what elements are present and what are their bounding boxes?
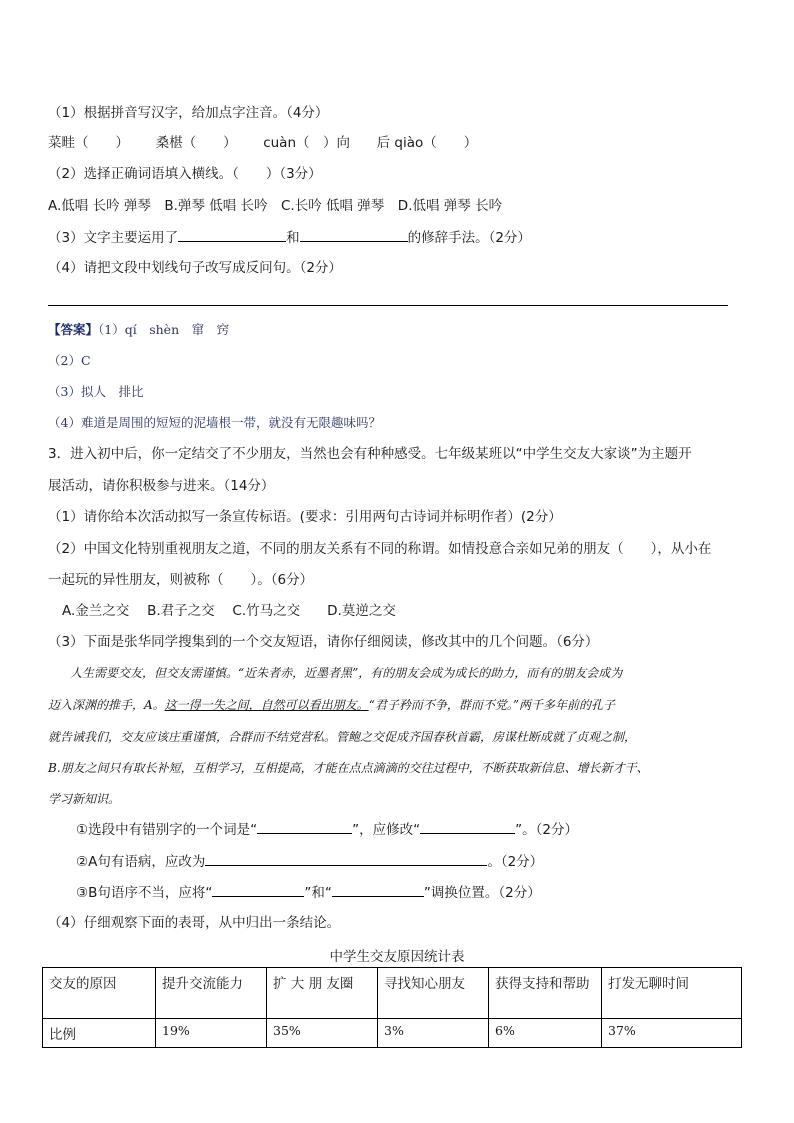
answer-blank[interactable]: [178, 227, 286, 242]
q3-part1: （1）请你给本次活动拟写一条宣传标语。(要求：引用两句古诗词并标明作者）(2分）: [48, 509, 562, 525]
q3-part4: （4）仔细观察下面的表哥，从中归出一条结论。: [48, 915, 341, 931]
q3-sub2-text-a: ②A句有语病，应改为: [76, 854, 206, 870]
header-cell: 交友的原因: [43, 968, 156, 1019]
q3-part2-line2: 一起玩的异性朋友，则被称（ ）。（6分）: [48, 572, 314, 588]
header-cell: 获得支持和帮助: [489, 968, 602, 1019]
passage-line-2-b: “君子矜而不争，群而不党。”两千多年前的孔子: [368, 698, 615, 712]
header-cell: 提升交流能力: [156, 968, 267, 1019]
passage-line-4: B.朋友之间只有取长补短，互相学习，互相提高，才能在点点滴滴的交往过程中，不断获取新信息、增长新才干、: [48, 761, 649, 775]
word-4: 后 qiào（ ）: [376, 135, 478, 151]
q3-sub2: [76, 851, 543, 872]
q3-sub1: [76, 819, 578, 840]
answer-blank[interactable]: [212, 882, 304, 897]
row-label: 比例: [43, 1019, 156, 1048]
q2-part3: [48, 227, 531, 248]
q2-part3-text-a: （3）文字主要运用了: [48, 230, 179, 246]
q3-sub1-text-c: ”。（2分）: [515, 822, 578, 838]
q3-part2-options: A.金兰之交 B.君子之交 C.竹马之交 D.莫逆之交: [62, 603, 396, 619]
q3-sub3-text-a: ③B句语序不当，应将“: [76, 885, 213, 901]
answer-1: （1）qí shèn 窜 窍: [98, 322, 230, 337]
q2-part4: （4）请把文段中划线句子改写成反问句。（2分）: [48, 260, 342, 276]
passage-line-2-a: 迈入深渊的推手，A。: [48, 698, 165, 712]
word-3: cuàn（ ）向: [263, 135, 350, 151]
passage-line-1: 人生需要交友，但交友需谨慎。“近朱者赤，近墨者黑”，有的朋友会成为成长的助力，而有的朋友会成为: [70, 666, 623, 680]
q2-part1-words: [48, 133, 477, 153]
q2-part3-text-c: 的修辞手法。（2分）: [407, 230, 531, 246]
table-header-row: [43, 968, 742, 1019]
answer-blank[interactable]: [257, 819, 352, 834]
answer-tag: 【答案】: [48, 322, 99, 337]
answer-3: （3）拟人 排比: [48, 384, 144, 399]
answer-blank[interactable]: [420, 819, 515, 834]
q2-part1: （1）根据拼音写汉字，给加点字注音。（4分）: [48, 105, 329, 121]
answer-blank[interactable]: [205, 851, 487, 866]
header-cell: 扩 大 朋 友圈: [267, 968, 378, 1019]
stats-table: [42, 967, 742, 1048]
answer-blank[interactable]: [300, 227, 408, 242]
q2-part3-text-b: 和: [286, 230, 300, 246]
table-cell: 37%: [602, 1019, 742, 1048]
q3-sub1-text-a: ①选段中有错别字的一个词是“: [76, 822, 258, 838]
passage-line-3: 就告诫我们，交友应该庄重谨慎，合群而不结党营私。管鲍之交促成齐国春秋首霸，房谋杜断成就了贞观之制，: [48, 730, 637, 744]
q3-stem-line2: 展活动，请你积极参与进来。（14分）: [48, 478, 275, 494]
answer-2: （2）C: [48, 353, 91, 368]
q2-part2-options: A.低唱 长吟 弹琴 B.弹琴 低唱 长吟 C.长吟 低唱 弹琴 D.低唱 弹琴 长吟: [48, 198, 503, 214]
q3-part3: （3）下面是张华同学搜集到的一个交友短语，请你仔细阅读，修改其中的几个问题。（6分）: [48, 634, 599, 650]
q2-part2: （2）选择正确词语填入横线。（ ）（3分）: [48, 166, 322, 182]
q3-sub2-text-b: 。（2分）: [487, 854, 544, 870]
divider: [48, 305, 728, 306]
answer-blank[interactable]: [332, 882, 424, 897]
answer-line-1: [48, 320, 229, 340]
q3-sub3: [76, 882, 541, 903]
passage-line-2: [48, 695, 615, 715]
q3-stem-line1: 3．进入初中后，你一定结交了不少朋友，当然也会有种种感受。七年级某班以“中学生交友大家谈”为主题开: [48, 446, 692, 462]
table-cell: 6%: [489, 1019, 602, 1048]
table-cell: 19%: [156, 1019, 267, 1048]
table-row: [43, 1019, 742, 1048]
header-cell: 寻找知心朋友: [378, 968, 489, 1019]
table-title: 中学生交友原因统计表: [329, 949, 465, 965]
q3-part2-line1: （2）中国文化特别重视朋友之道，不同的朋友关系有不同的称谓。如情投意合亲如兄弟的朋友（ ），从小在: [48, 541, 712, 557]
q3-sub1-text-b: ”，应修改“: [352, 822, 421, 838]
table-cell: 3%: [378, 1019, 489, 1048]
header-cell: 打发无聊时间: [602, 968, 742, 1019]
underlined-sentence: 这一得一失之间，自然可以看出朋友。: [164, 698, 369, 712]
q3-sub3-text-b: ”和“: [304, 885, 332, 901]
word-1: 菜畦（ ）: [48, 135, 129, 151]
passage-line-5: 学习新知识。: [48, 792, 121, 806]
word-2: 桑椹（ ）: [155, 135, 237, 151]
q3-sub3-text-c: ”调换位置。（2分）: [423, 885, 541, 901]
answer-4: （4）难道是周围的短短的泥墙根一带，就没有无限趣味吗？: [48, 415, 381, 430]
table-cell: 35%: [267, 1019, 378, 1048]
